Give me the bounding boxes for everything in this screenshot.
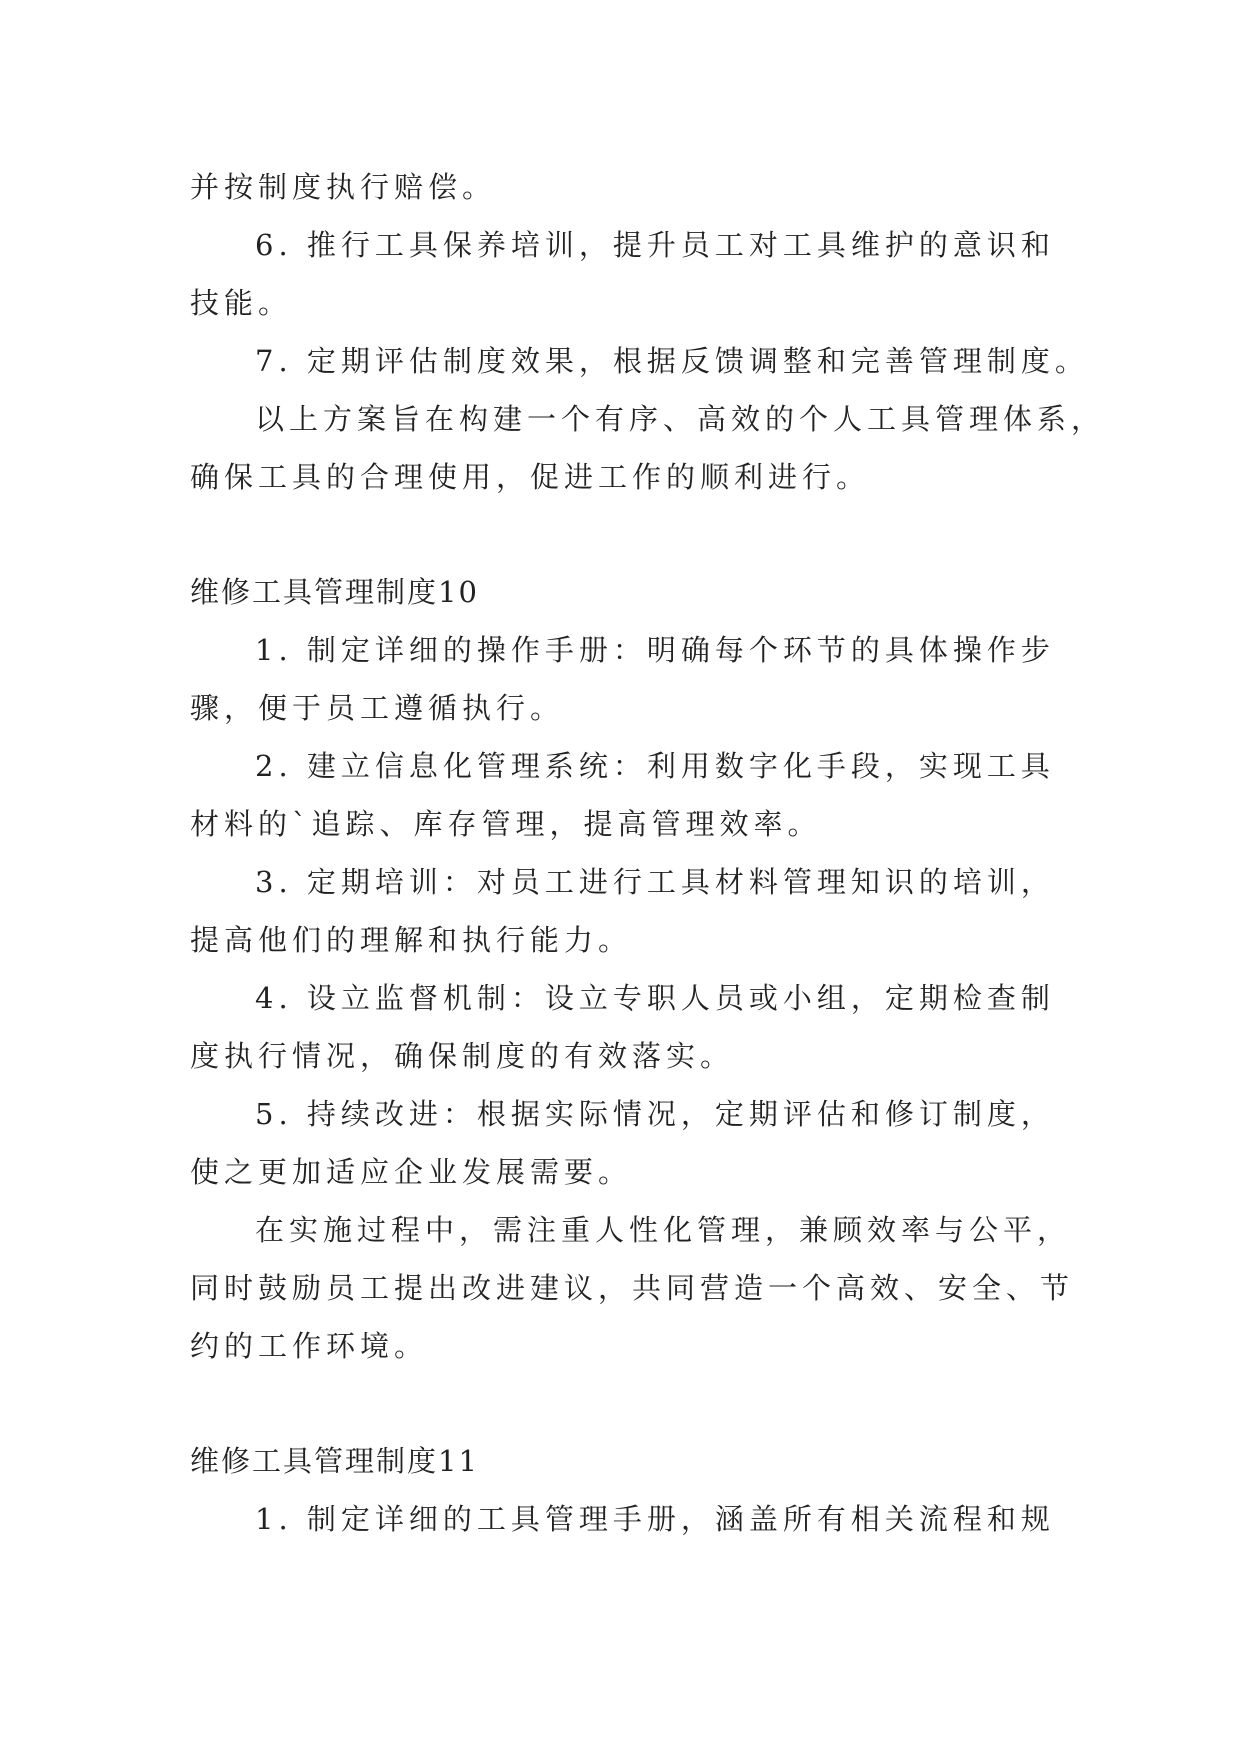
- list-item-2-line-2: 材料的`追踪、库存管理，提高管理效率。: [190, 807, 822, 841]
- closing-line-2: 同时鼓励员工提出改进建议，共同营造一个高效、安全、节: [190, 1271, 1075, 1305]
- summary-line-1: 以上方案旨在构建一个有序、高效的个人工具管理体系，: [255, 402, 1106, 436]
- list-item-2-line-1: 2. 建立信息化管理系统：利用数字化手段，实现工具: [255, 749, 1055, 783]
- section-heading-11: 维修工具管理制度11: [190, 1444, 479, 1478]
- list-item-5-line-2: 使之更加适应企业发展需要。: [190, 1155, 633, 1189]
- list-item-6-line-1: 6. 推行工具保养培训，提升员工对工具维护的意识和: [255, 228, 1055, 262]
- list-item-1b-line-1: 1. 制定详细的工具管理手册，涵盖所有相关流程和规: [255, 1502, 1055, 1536]
- list-item-3-line-2: 提高他们的理解和执行能力。: [190, 923, 633, 957]
- summary-line-2: 确保工具的合理使用，促进工作的顺利进行。: [190, 460, 871, 494]
- closing-line-3: 约的工作环境。: [190, 1329, 429, 1363]
- paragraph-line: 并按制度执行赔偿。: [190, 170, 497, 204]
- list-item-1-line-2: 骤，便于员工遵循执行。: [190, 691, 565, 725]
- list-item-3-line-1: 3. 定期培训：对员工进行工具材料管理知识的培训，: [255, 865, 1055, 899]
- list-item-5-line-1: 5. 持续改进：根据实际情况，定期评估和修订制度，: [255, 1097, 1055, 1131]
- list-item-7-line-1: 7. 定期评估制度效果，根据反馈调整和完善管理制度。: [255, 344, 1089, 378]
- list-item-6-line-2: 技能。: [190, 286, 293, 320]
- list-item-4-line-1: 4. 设立监督机制：设立专职人员或小组，定期检查制: [255, 981, 1055, 1015]
- list-item-4-line-2: 度执行情况，确保制度的有效落实。: [190, 1039, 735, 1073]
- list-item-1-line-1: 1. 制定详细的操作手册：明确每个环节的具体操作步: [255, 633, 1055, 667]
- section-heading-10: 维修工具管理制度10: [190, 575, 479, 609]
- closing-line-1: 在实施过程中，需注重人性化管理，兼顾效率与公平，: [255, 1213, 1072, 1247]
